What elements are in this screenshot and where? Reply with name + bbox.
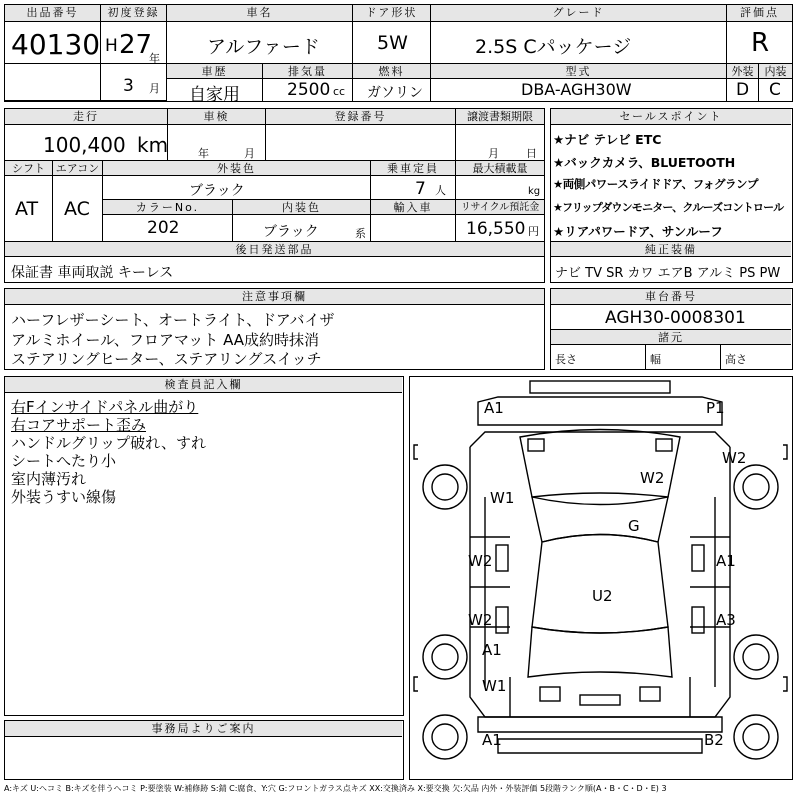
- ext-grade: D: [736, 80, 750, 100]
- mark-a3-right-rear-door: A3: [716, 611, 736, 629]
- history-label: 車歴: [167, 64, 263, 79]
- mark-a1-left-rear: A1: [482, 641, 502, 659]
- month-unit: 月: [149, 82, 160, 95]
- shift-label: シフト: [5, 161, 53, 176]
- mark-w1-left-front: W1: [490, 489, 515, 507]
- model: DBA-AGH30W: [521, 80, 632, 99]
- displacement-label: 排気量: [263, 64, 353, 79]
- interior-color: ブラック: [263, 224, 319, 240]
- lot-number: 40130: [11, 28, 101, 61]
- reg-year: 27: [119, 30, 153, 60]
- deadline-label: 譲渡書類期限: [456, 109, 544, 125]
- deadline-month-unit: 月: [488, 147, 499, 160]
- capacity-label: 乗車定員: [371, 161, 456, 176]
- note-line-1: ハーフレザーシート、オートライト、ドアバイザ: [11, 311, 335, 329]
- sales-point-1: ★ナビ テレビ ETC: [553, 132, 662, 147]
- genuine-label: 純正装備: [551, 242, 791, 257]
- sales-point-2: ★バックカメラ、BLUETOOTH: [553, 155, 736, 170]
- color-no-label: カラーNo.: [103, 200, 233, 215]
- score-label: 評価点: [727, 5, 792, 22]
- insp-month-unit: 月: [244, 147, 255, 160]
- mark-w2-left-rear-door: W2: [468, 611, 493, 629]
- door-type: 5W: [377, 32, 408, 54]
- km-unit: km: [137, 133, 169, 157]
- mark-a1-right-door: A1: [716, 552, 736, 570]
- car-name: アルファード: [207, 36, 320, 58]
- sales-point-4: ★フリップダウンモニター、クルーズコントロール: [553, 201, 784, 214]
- inspector-line-2: 右コアサポート歪み: [11, 416, 147, 434]
- grade-label: グレード: [431, 5, 727, 22]
- mark-a1-rear: A1: [482, 731, 502, 749]
- era: H: [105, 36, 118, 56]
- score: R: [751, 28, 770, 58]
- mileage-label: 走行: [5, 109, 168, 125]
- inspector-line-1: 右Fインサイドパネル曲がり: [11, 398, 199, 416]
- mileage: 100,400: [43, 133, 126, 157]
- mark-a1-front: A1: [484, 399, 504, 417]
- fuel-label: 燃料: [353, 64, 431, 79]
- note-line-2: アルミホイール、フロアマット AA成約時抹消: [11, 331, 320, 349]
- inspector-line-4: シートへたり小: [11, 452, 117, 470]
- name-label: 車名: [167, 5, 353, 22]
- notes-box: [4, 288, 545, 370]
- fuel: ガソリン: [367, 85, 423, 101]
- mark-w2-left-door: W2: [468, 552, 493, 570]
- deadline-day-unit: 日: [526, 147, 537, 160]
- length-label: 長さ: [555, 353, 577, 366]
- later-parts: 保証書 車両取説 キーレス: [11, 265, 174, 281]
- plate-label: 登録番号: [266, 109, 456, 125]
- width-label: 幅: [650, 353, 661, 366]
- inspector-line-5: 室内薄汚れ: [11, 470, 87, 488]
- cc-unit: cc: [333, 85, 346, 98]
- sales-points-label: セールスポイント: [551, 109, 791, 125]
- grade: 2.5S Cパッケージ: [475, 36, 632, 58]
- height-label: 高さ: [725, 353, 747, 366]
- mark-w2-hood: W2: [640, 469, 665, 487]
- recycle: 16,550: [466, 219, 526, 239]
- reg-month: 3: [123, 76, 134, 96]
- yen-unit: 円: [528, 225, 539, 238]
- color-label: 外装色: [103, 161, 371, 176]
- color: ブラック: [189, 183, 245, 199]
- damage-diagram: [409, 376, 793, 780]
- door-label: ドア形状: [353, 5, 431, 22]
- mark-w1-left-rear: W1: [482, 677, 507, 695]
- capacity-unit: 人: [435, 184, 446, 197]
- sales-point-3: ★両側パワースライドドア、フォグランプ: [553, 177, 759, 191]
- sales-point-5: ★リアパワードア、サンルーフ: [553, 224, 723, 239]
- mark-p1-front: P1: [706, 399, 725, 417]
- genuine-equipment: ナビ TV SR カワ エアB アルミ PS PW: [555, 266, 781, 281]
- mark-w2-right-front: W2: [722, 449, 747, 467]
- inspector-label: 検査員記入欄: [5, 377, 402, 393]
- inspector-box: [4, 376, 404, 716]
- office-box: [4, 720, 404, 780]
- year-unit: 年: [149, 52, 160, 65]
- vehicle-info-table: [4, 108, 545, 283]
- note-line-3: ステアリングヒーター、ステアリングスイッチ: [11, 350, 322, 368]
- chassis-box: [550, 288, 793, 370]
- interior-color-label: 内装色: [233, 200, 371, 215]
- mark-u2-roof: U2: [592, 587, 613, 605]
- ac-label: エアコン: [53, 161, 103, 176]
- load-label: 最大積載量: [456, 161, 544, 176]
- int-grade: C: [769, 80, 781, 100]
- legend: A:キズ U:ヘコミ B:キズを伴うヘコミ P:要塗装 W:補修跡 S:錆 C:腐食、Y:穴 G:フロントガラス点キズ XX:交換済み X:要交換 欠:欠品 内外・外装評価 5段階ランク順(A・B・C・D・E) 3: [4, 784, 667, 793]
- office-label: 事務局よりご案内: [5, 721, 402, 737]
- kg-unit: kg: [528, 186, 541, 197]
- ac: AC: [64, 198, 90, 220]
- first-reg-label: 初度登録: [101, 5, 167, 22]
- capacity: 7: [415, 179, 426, 199]
- sales-points-box: [550, 108, 793, 283]
- model-label: 型式: [431, 64, 727, 79]
- series-unit: 系: [355, 227, 366, 240]
- shift: AT: [15, 198, 39, 220]
- car-outline: [410, 377, 791, 778]
- notes-label: 注意事項欄: [5, 289, 544, 305]
- insp-year-unit: 年: [198, 147, 209, 160]
- spec-label: 諸元: [551, 330, 791, 345]
- inspector-line-6: 外装うすい線傷: [11, 488, 117, 506]
- chassis-label: 車台番号: [551, 289, 791, 305]
- displacement: 2500: [287, 80, 331, 100]
- mark-g-windshield: G: [628, 517, 640, 535]
- int-label: 内装: [759, 64, 792, 79]
- mark-b2-rear: B2: [704, 731, 724, 749]
- color-no: 202: [147, 218, 180, 238]
- history: 自家用: [189, 85, 240, 105]
- later-parts-label: 後日発送部品: [5, 242, 544, 257]
- inspection-label: 車検: [168, 109, 266, 125]
- lot-label: 出品番号: [5, 5, 101, 22]
- import-label: 輸入車: [371, 200, 456, 215]
- inspector-line-3: ハンドルグリップ破れ、すれ: [11, 434, 207, 452]
- chassis-number: AGH30-0008301: [605, 308, 746, 328]
- ext-label: 外装: [727, 64, 759, 79]
- recycle-label: リサイクル預託金: [456, 200, 544, 215]
- header-table: [4, 4, 793, 105]
